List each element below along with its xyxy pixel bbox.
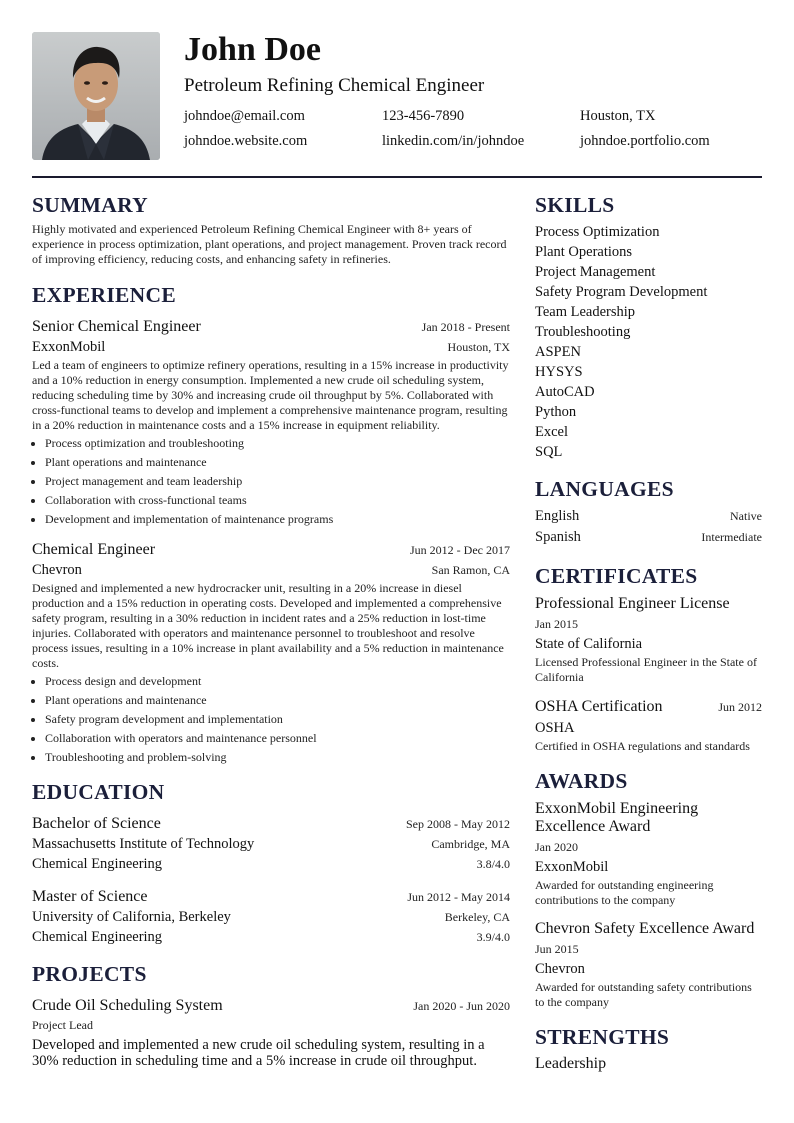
list-item: • Collaboration with operators and maintenance personnel: [45, 731, 510, 746]
resume-columns: [32, 192, 762, 1074]
certificate-date: Jun 2012: [718, 700, 762, 714]
project-entry: [32, 995, 510, 1069]
skill-item: Process Optimization: [535, 224, 660, 240]
job-bullets: [32, 674, 510, 765]
section-heading: PROJECTS: [32, 962, 147, 986]
skill-item: Excel: [535, 424, 569, 440]
school-name: Massachusetts Institute of Technology: [32, 836, 255, 852]
list-item: • Project management and team leadership: [45, 474, 510, 489]
job-bullets: [32, 436, 510, 527]
school-name: University of California, Berkeley: [32, 909, 231, 925]
certificate-date: Jan 2015: [535, 617, 578, 631]
left-column: [32, 192, 510, 1074]
location-text: Houston, TX: [580, 108, 656, 124]
awards-section: [535, 768, 762, 1010]
gpa: 3.8/4.0: [476, 857, 510, 871]
award-issuer: Chevron: [535, 961, 585, 977]
projects-section: [32, 961, 510, 1069]
degree-name: Master of Science: [32, 888, 148, 905]
section-heading: SUMMARY: [32, 193, 148, 217]
skill-item: Plant Operations: [535, 244, 633, 260]
section-heading: AWARDS: [535, 769, 628, 793]
list-item: • Troubleshooting and problem-solving: [45, 750, 510, 765]
award-entry: [535, 800, 762, 908]
certificate-issuer: State of California: [535, 636, 643, 652]
project-description: Developed and implemented a new crude oil scheduling system, resulting in a 30% reduction in scheduling time and a 5% increase in crude oil throughput.: [32, 1037, 485, 1069]
gpa: 3.9/4.0: [476, 930, 510, 944]
education-dates: Jun 2012 - May 2014: [407, 890, 510, 904]
list-item: • Process design and development: [45, 674, 510, 689]
certificate-issuer: OSHA: [535, 720, 575, 736]
school-location: Cambridge, MA: [431, 837, 510, 851]
field-of-study: Chemical Engineering: [32, 929, 163, 945]
portrait-photo: [32, 32, 160, 160]
certificate-name: OSHA Certification: [535, 698, 663, 715]
award-description: Awarded for outstanding safety contributions to the company: [535, 980, 752, 1009]
degree-name: Bachelor of Science: [32, 815, 161, 832]
certificate-description: Certified in OSHA regulations and standards: [535, 739, 750, 753]
summary-text: Highly motivated and experienced Petroleum Refining Chemical Engineer with 8+ years of experience in process optimization, plant operations, and project management. Proven track record of improving efficiency, reducing costs, and enhancing safety in refineries.: [32, 222, 507, 266]
job-entry: [32, 539, 510, 765]
section-heading: EDUCATION: [32, 780, 165, 804]
award-description: Awarded for outstanding engineering contributions to the company: [535, 878, 714, 907]
skill-item: HYSYS: [535, 364, 583, 380]
project-dates: Jan 2020 - Jun 2020: [413, 999, 510, 1013]
list-item: • Collaboration with cross-functional teams: [45, 493, 510, 508]
certificate-description: Licensed Professional Engineer in the State of California: [535, 655, 757, 684]
skill-item: AutoCAD: [535, 384, 595, 400]
email-link[interactable]: johndoe@email.com: [184, 108, 305, 124]
contact-grid: [184, 107, 762, 150]
job-location: San Ramon, CA: [431, 563, 510, 577]
job-company: ExxonMobil: [32, 339, 106, 355]
skill-item: Python: [535, 404, 577, 420]
certificate-entry: [535, 698, 762, 754]
candidate-name: John Doe: [184, 31, 321, 68]
skill-item: Safety Program Development: [535, 284, 708, 300]
job-dates: Jun 2012 - Dec 2017: [410, 543, 510, 557]
section-heading: LANGUAGES: [535, 477, 674, 501]
job-dates: Jan 2018 - Present: [421, 320, 510, 334]
award-name: Chevron Safety Excellence Award: [535, 920, 755, 937]
language-level: Intermediate: [701, 530, 762, 544]
education-dates: Sep 2008 - May 2012: [406, 817, 510, 831]
skill-item: ASPEN: [535, 344, 581, 360]
candidate-title: Petroleum Refining Chemical Engineer: [184, 75, 485, 96]
list-item: • Development and implementation of maintenance programs: [45, 512, 510, 527]
language-row: [535, 506, 762, 526]
school-location: Berkeley, CA: [444, 910, 510, 924]
language-name: Spanish: [535, 529, 581, 545]
skill-item: Troubleshooting: [535, 324, 631, 340]
award-name: ExxonMobil Engineering Excellence Award: [535, 800, 699, 835]
award-date: Jan 2020: [535, 840, 578, 854]
list-item: • Safety program development and implementation: [45, 712, 510, 727]
website-link[interactable]: johndoe.website.com: [184, 133, 308, 149]
skill-item: Project Management: [535, 264, 656, 280]
field-of-study: Chemical Engineering: [32, 856, 163, 872]
portfolio-link[interactable]: johndoe.portfolio.com: [580, 133, 710, 149]
language-name: English: [535, 508, 580, 524]
award-date: Jun 2015: [535, 942, 579, 956]
strengths-section: [535, 1024, 762, 1074]
job-entry: [32, 316, 510, 527]
person-icon: [32, 32, 160, 160]
section-heading: EXPERIENCE: [32, 283, 176, 307]
certificate-entry: [535, 595, 762, 685]
section-heading: STRENGTHS: [535, 1025, 670, 1049]
language-level: Native: [730, 509, 762, 523]
right-column: [535, 192, 762, 1074]
education-entry: [32, 813, 510, 874]
section-heading: SKILLS: [535, 193, 615, 217]
strength-item: Leadership: [535, 1055, 607, 1072]
language-row: [535, 527, 762, 547]
certificates-section: [535, 563, 762, 754]
experience-section: [32, 282, 510, 765]
header-divider: [32, 176, 762, 178]
summary-section: [32, 192, 510, 267]
project-name: Crude Oil Scheduling System: [32, 997, 223, 1014]
languages-section: [535, 476, 762, 547]
resume-header: [32, 32, 762, 160]
skill-item: SQL: [535, 444, 563, 460]
skill-item: Team Leadership: [535, 304, 636, 320]
job-company: Chevron: [32, 562, 82, 578]
resume-page: [32, 32, 762, 1074]
award-issuer: ExxonMobil: [535, 859, 609, 875]
phone-number[interactable]: 123-456-7890: [382, 108, 465, 124]
award-entry: [535, 920, 762, 1010]
project-role: Project Lead: [32, 1018, 93, 1032]
list-item: • Plant operations and maintenance: [45, 455, 510, 470]
list-item: • Plant operations and maintenance: [45, 693, 510, 708]
job-title: Senior Chemical Engineer: [32, 318, 201, 335]
job-title: Chemical Engineer: [32, 541, 156, 558]
education-section: [32, 779, 510, 947]
education-entry: [32, 886, 510, 947]
certificate-name: Professional Engineer License: [535, 595, 730, 612]
job-location: Houston, TX: [447, 340, 510, 354]
linkedin-link[interactable]: linkedin.com/in/johndoe: [382, 133, 525, 149]
skills-section: [535, 192, 762, 462]
job-description: Designed and implemented a new hydrocracker unit, resulting in a 20% increase in diesel production and a 15% reduction in operating costs. Developed and implemented a comprehensive safety program, resulting in a 30% reduction in incident rates and a 25% reduction in lost-time injuries. Collaborated with operators and maintenance personnel to troubleshoot and resolve process issues, resulting in a 10% increase in plant availability and a 5% reduction in maintenance costs.: [32, 581, 504, 670]
list-item: • Process optimization and troubleshooting: [45, 436, 510, 451]
job-description: Led a team of engineers to optimize refinery operations, resulting in a 15% increase in productivity and a 10% reduction in energy consumption. Implemented a new crude oil scheduling system, reducing scheduling time by 30% and increasing crude oil throughput by 5%. Collaborated with cross-functional teams to develop and implement a comprehensive maintenance program, resulting in a 20% reduction in maintenance costs and a 15% increase in equipment reliability.: [32, 358, 509, 432]
section-heading: CERTIFICATES: [535, 564, 698, 588]
header-info: [184, 32, 762, 160]
